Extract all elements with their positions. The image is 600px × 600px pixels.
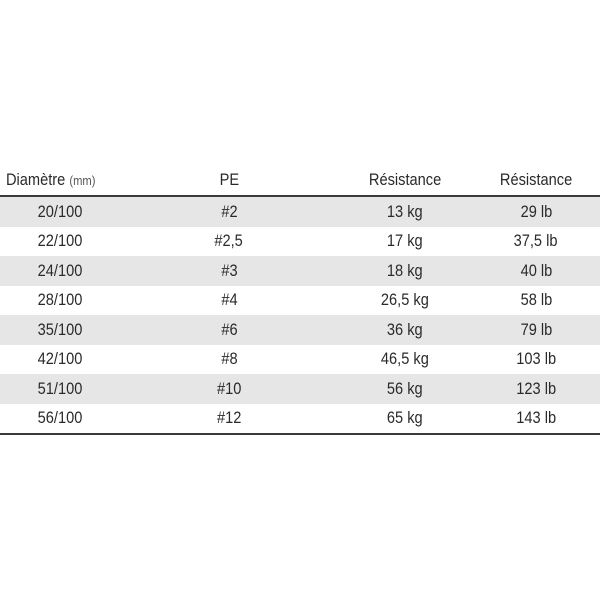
cell-pe: #10 xyxy=(216,378,242,398)
cell-resistance-lb: 103 lb xyxy=(516,349,556,369)
table-body xyxy=(0,197,600,435)
cell-resistance-lb: 143 lb xyxy=(516,408,556,428)
header-diameter xyxy=(6,170,95,190)
cell-pe: #2 xyxy=(220,201,238,221)
cell-pe: #3 xyxy=(220,260,238,280)
table-row xyxy=(0,227,600,257)
header-resistance-kg: Résistance xyxy=(368,170,442,189)
cell-resistance-kg: 17 kg xyxy=(387,231,423,251)
header-pe: PE xyxy=(219,170,239,189)
table-row xyxy=(0,197,600,227)
cell-diameter: 24/100 xyxy=(37,260,83,280)
header-pe-col xyxy=(120,165,338,195)
table-row xyxy=(0,286,600,316)
cell-resistance-kg: 36 kg xyxy=(387,319,423,339)
cell-resistance-lb: 79 lb xyxy=(520,319,552,339)
header-resistance-kg-col xyxy=(338,165,472,195)
line-spec-table xyxy=(0,165,600,435)
cell-diameter: 51/100 xyxy=(37,378,83,398)
cell-diameter: 42/100 xyxy=(37,349,83,369)
cell-resistance-lb: 58 lb xyxy=(520,290,552,310)
cell-diameter: 20/100 xyxy=(37,201,83,221)
cell-diameter: 35/100 xyxy=(37,319,83,339)
cell-resistance-lb: 123 lb xyxy=(516,378,556,398)
cell-resistance-kg: 13 kg xyxy=(387,201,423,221)
table-row xyxy=(0,404,600,434)
cell-pe: #6 xyxy=(220,319,238,339)
header-resistance-lb: Résistance xyxy=(499,170,573,189)
table-row xyxy=(0,256,600,286)
cell-resistance-lb: 40 lb xyxy=(520,260,552,280)
cell-resistance-kg: 26,5 kg xyxy=(381,290,429,310)
cell-diameter: 56/100 xyxy=(37,408,83,428)
cell-resistance-lb: 29 lb xyxy=(520,201,552,221)
header-diameter-col xyxy=(0,165,120,195)
cell-diameter: 22/100 xyxy=(37,231,83,251)
table-row xyxy=(0,345,600,375)
cell-resistance-kg: 56 kg xyxy=(387,378,423,398)
cell-diameter: 28/100 xyxy=(37,290,83,310)
cell-pe: #12 xyxy=(216,408,242,428)
table-row xyxy=(0,315,600,345)
cell-resistance-kg: 65 kg xyxy=(387,408,423,428)
cell-pe: #2,5 xyxy=(214,231,244,251)
cell-pe: #8 xyxy=(220,349,238,369)
header-resistance-lb-col xyxy=(472,165,600,195)
cell-resistance-kg: 46,5 kg xyxy=(381,349,429,369)
cell-pe: #4 xyxy=(220,290,238,310)
cell-resistance-lb: 37,5 lb xyxy=(514,231,558,251)
header-diameter-unit: (mm) xyxy=(69,173,96,188)
table-header-row xyxy=(0,165,600,197)
header-diameter-label: Diamètre xyxy=(6,170,66,189)
table-row xyxy=(0,374,600,404)
cell-resistance-kg: 18 kg xyxy=(387,260,423,280)
